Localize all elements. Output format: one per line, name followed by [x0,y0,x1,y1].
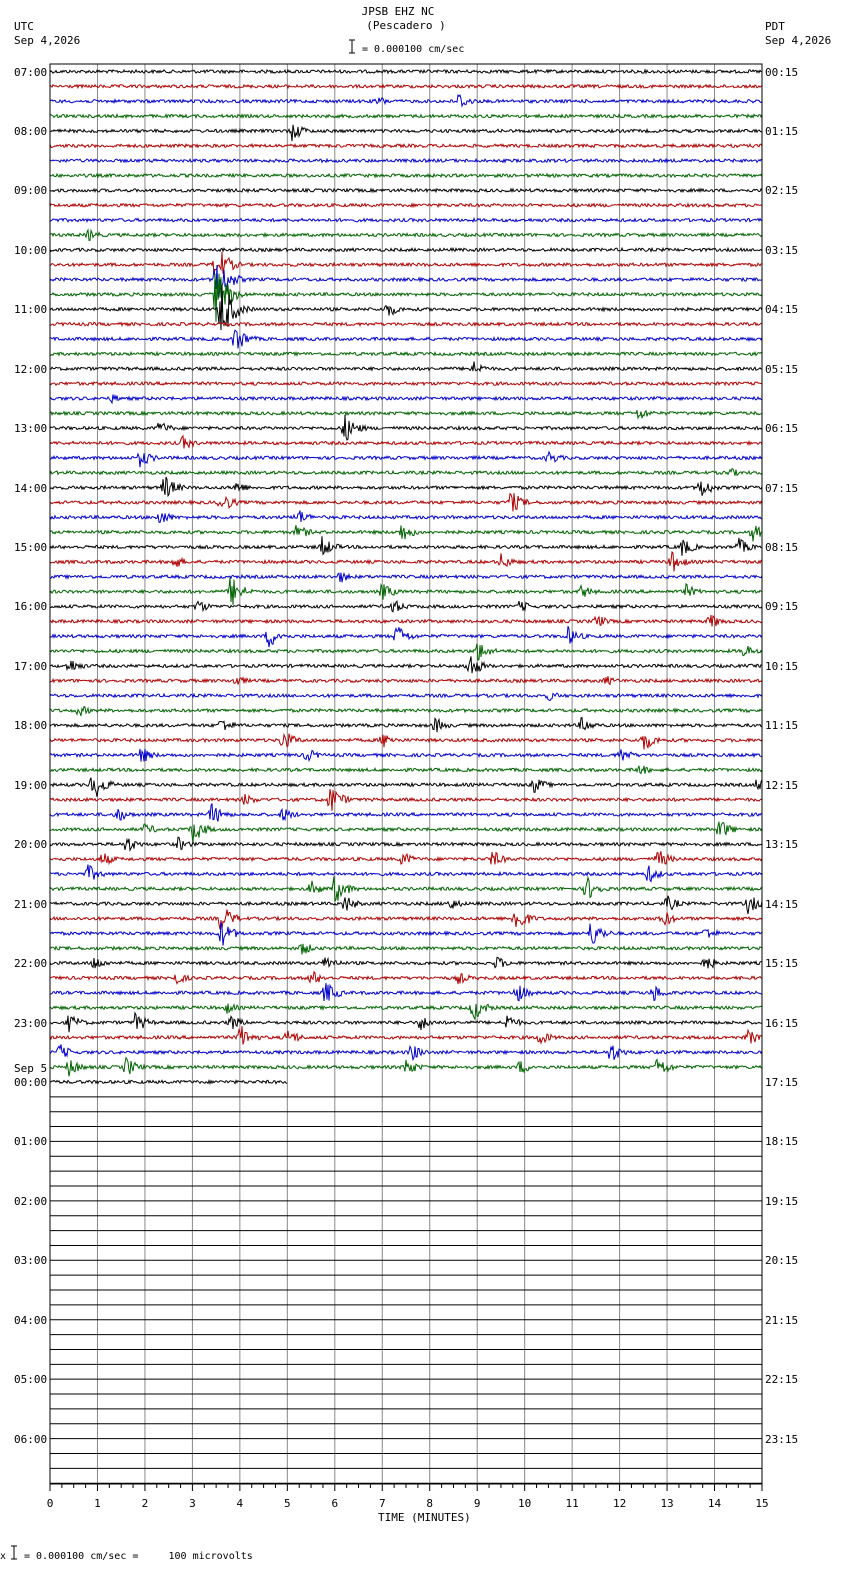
utc-hour-label: 12:00 [14,362,48,376]
pdt-hour-label: 15:15 [765,957,799,971]
x-tick-label: 2 [141,1497,149,1510]
footer-marker: x [0,1551,7,1562]
x-tick-label: 8 [426,1497,434,1510]
x-tick-label: 6 [331,1497,339,1510]
seismic-trace [50,436,762,449]
seismic-trace [50,70,762,73]
utc-hour-label: 04:00 [14,1313,48,1327]
x-axis-ticks [50,1484,762,1491]
utc-hour-label: 11:00 [14,303,48,317]
seismic-trace [50,837,762,850]
seismic-trace [50,552,762,572]
seismic-trace [50,944,762,955]
pdt-hour-label: 00:15 [765,65,799,79]
seismic-trace [50,125,762,141]
future-row-lines [50,1097,762,1483]
x-tick-label: 14 [707,1497,722,1510]
seismic-trace [50,230,762,240]
x-tick-label: 15 [755,1497,769,1510]
utc-hour-label: 09:00 [14,184,48,198]
seismic-trace [50,983,762,1001]
x-tick-label: 3 [189,1497,196,1510]
scale-label: = 0.000100 cm/sec [362,44,465,55]
utc-hour-label: 17:00 [14,659,48,673]
seismic-trace [50,493,762,511]
seismic-trace [50,189,762,192]
seismic-trace [50,159,762,162]
pdt-hour-label: 04:15 [765,303,799,317]
seismic-trace [50,573,762,583]
x-axis-title: TIME (MINUTES) [378,1511,471,1524]
seismic-trace [50,85,762,88]
utc-hour-label: 22:00 [14,957,48,971]
pdt-hour-label: 08:15 [765,541,799,555]
day-change-label: Sep 5 [14,1061,48,1075]
seismic-trace [50,693,762,701]
utc-hour-label: 05:00 [14,1373,48,1387]
utc-timezone-label: UTC [14,20,34,33]
utc-hour-label: 08:00 [14,124,48,138]
x-tick-label: 9 [473,1497,481,1510]
seismic-trace [50,822,762,843]
pdt-hour-label: 22:15 [765,1373,799,1387]
utc-hour-label: 20:00 [14,838,48,852]
seismic-trace [50,469,762,476]
station-location: (Pescadero ) [366,19,446,32]
x-tick-label: 1 [94,1497,101,1510]
x-tick-label: 7 [378,1497,386,1510]
pdt-timezone-label: PDT [765,20,785,33]
seismic-trace [50,766,762,774]
utc-hour-label: 16:00 [14,600,48,614]
seismic-traces [50,70,762,1084]
seismic-trace [50,330,762,348]
pdt-hour-label: 14:15 [765,897,799,911]
seismic-trace [50,452,762,467]
seismic-trace [50,248,762,251]
seismic-trace [50,410,762,418]
seismic-trace [50,1004,762,1020]
pdt-hour-label: 07:15 [765,481,799,495]
seismic-trace [50,749,762,762]
seismic-trace [50,577,762,605]
utc-hour-label: 01:00 [14,1135,48,1149]
pdt-hour-label: 23:15 [765,1432,799,1446]
pdt-hour-label: 06:15 [765,422,799,436]
seismic-trace [50,922,762,945]
pdt-hour-label: 03:15 [765,243,799,257]
seismic-trace [50,511,762,523]
pdt-hour-label: 13:15 [765,838,799,852]
seismic-trace [50,601,762,612]
minute-gridlines [97,64,714,1484]
x-tick-label: 13 [660,1497,674,1510]
seismic-trace [50,865,762,882]
seismic-trace [50,252,762,274]
pdt-hour-label: 19:15 [765,1194,799,1208]
seismic-trace [50,803,762,821]
seismic-trace [50,1026,762,1044]
seismic-trace [50,851,762,864]
x-tick-label: 0 [46,1497,54,1510]
seismic-trace [50,957,762,968]
seismic-trace [50,274,762,322]
seismic-trace [50,285,762,330]
x-tick-label: 11 [565,1497,579,1510]
seismic-trace [50,626,762,647]
pdt-hour-label: 05:15 [765,362,799,376]
utc-hour-label: 10:00 [14,243,48,257]
seismic-trace [50,972,762,984]
utc-hour-label: 23:00 [14,1016,48,1030]
seismic-trace [50,536,762,556]
pdt-hour-label: 21:15 [765,1313,799,1327]
pdt-date-label: Sep 4,2026 [765,34,832,47]
seismic-trace [50,896,762,914]
seismic-trace [50,778,762,797]
pdt-hour-label: 20:15 [765,1254,799,1268]
utc-hour-label: 15:00 [14,541,48,555]
pdt-hour-label: 12:15 [765,778,799,792]
seismic-trace [50,1080,287,1083]
footer-scale-label: = 0.000100 cm/sec = 100 microvolts [24,1551,253,1562]
pdt-hour-label: 11:15 [765,719,799,733]
x-tick-label: 10 [518,1497,532,1510]
seismic-trace [50,115,762,118]
pdt-hour-label: 01:15 [765,124,799,138]
station-title: JPSB EHZ NC [361,5,435,18]
pdt-hour-label: 16:15 [765,1016,799,1030]
seismic-trace [50,676,762,684]
seismic-trace [50,323,762,326]
utc-hour-label: 02:00 [14,1194,48,1208]
utc-hour-label: 03:00 [14,1254,48,1268]
seismic-trace [50,910,762,930]
seismic-trace [50,656,762,673]
utc-hour-label: 21:00 [14,897,48,911]
seismic-trace [50,1044,762,1059]
utc-date-label: Sep 4,2026 [14,34,81,47]
seismic-trace [50,144,762,147]
utc-hour-label: 13:00 [14,422,48,436]
utc-hour-label: 07:00 [14,65,48,79]
pdt-hour-label: 09:15 [765,600,799,614]
pdt-hour-label: 10:15 [765,659,799,673]
seismic-trace [50,362,762,372]
x-tick-label: 5 [284,1497,291,1510]
pdt-hour-label: 17:15 [765,1075,799,1089]
seismic-trace [50,1058,762,1077]
utc-hour-label: 14:00 [14,481,48,495]
seismic-trace [50,219,762,222]
seismic-trace [50,352,762,355]
seismic-trace [50,382,762,385]
seismic-trace [50,395,762,403]
seismic-trace [50,734,762,750]
utc-hour-label: 06:00 [14,1432,48,1446]
seismic-trace [50,718,762,733]
seismic-trace [50,644,762,661]
seismic-trace [50,95,762,106]
seismic-trace [50,477,762,496]
seismic-trace [50,789,762,811]
utc-hour-label: 19:00 [14,778,48,792]
seismic-trace [50,174,762,177]
plot-frame [50,64,762,1484]
seismic-trace [50,525,762,541]
pdt-hour-label: 18:15 [765,1135,799,1149]
seismic-trace [50,876,762,901]
pdt-hour-label: 02:15 [765,184,799,198]
seismic-trace [50,415,762,440]
utc-hour-label: 18:00 [14,719,48,733]
x-tick-label: 12 [612,1497,627,1510]
seismic-trace [50,707,762,716]
seismic-trace [50,615,762,626]
seismic-trace [50,204,762,207]
utc-hour-label: 00:00 [14,1075,48,1089]
seismic-trace [50,1013,762,1032]
x-tick-label: 4 [236,1497,244,1510]
